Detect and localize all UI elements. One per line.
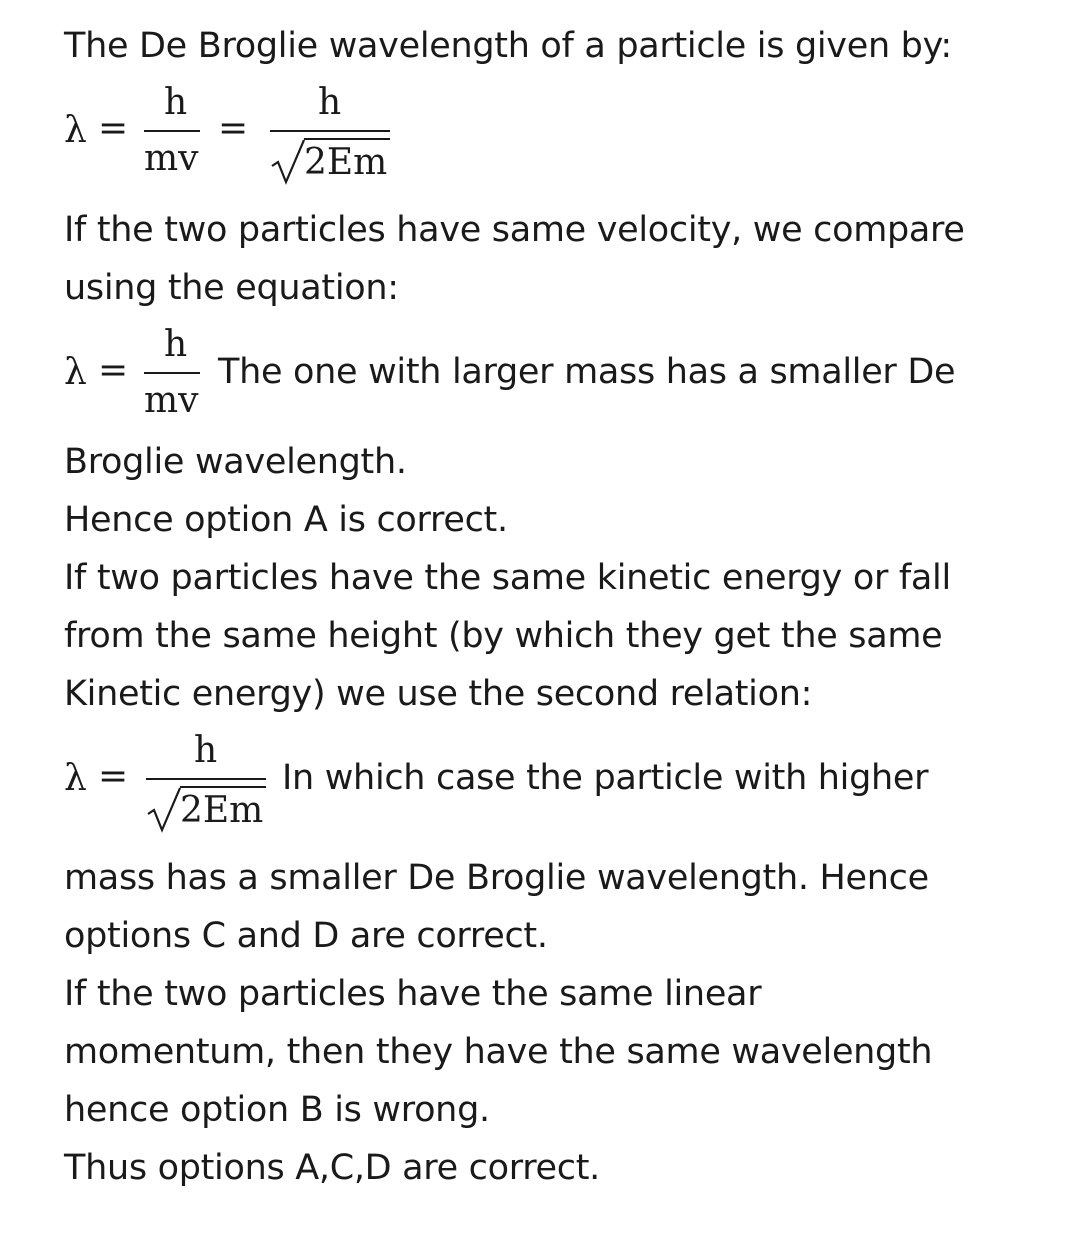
- text-line: If the two particles have the same linear: [64, 974, 762, 1014]
- equals-sign: =: [218, 108, 249, 149]
- text-line: If the two particles have same velocity, we compare: [64, 210, 965, 250]
- text-line-intro: The De Broglie wavelength of a particle is given by:: [64, 26, 952, 66]
- equals-sign: =: [98, 108, 129, 149]
- sqrt-icon: [146, 784, 182, 834]
- fraction-bar: [144, 130, 200, 132]
- text-line: momentum, then they have the same wavelength: [64, 1032, 933, 1072]
- text-line-conclusion: Thus options A,C,D are correct.: [64, 1148, 600, 1188]
- text-line: options C and D are correct.: [64, 916, 548, 956]
- lambda-symbol: λ: [64, 352, 87, 393]
- equals-sign: =: [98, 350, 129, 391]
- sqrt-overline: [180, 786, 266, 788]
- fraction-bar: [146, 778, 266, 780]
- text-line: from the same height (by which they get the same: [64, 616, 943, 656]
- equation-de-broglie: [64, 80, 424, 190]
- text-line: In which case the particle with higher: [282, 758, 929, 798]
- text-line: If two particles have the same kinetic energy or fall: [64, 558, 951, 598]
- numerator-h: h: [318, 82, 342, 123]
- radicand-2em: 2Em: [180, 790, 264, 831]
- text-line: Broglie wavelength.: [64, 442, 407, 482]
- text-line: mass has a smaller De Broglie wavelength. Hence: [64, 858, 929, 898]
- numerator-h: h: [164, 82, 188, 123]
- lambda-symbol: λ: [64, 758, 87, 799]
- text-line: using the equation:: [64, 268, 399, 308]
- text-line: The one with larger mass has a smaller De: [218, 352, 956, 392]
- denominator-mv: mv: [144, 138, 199, 179]
- sqrt-overline: [304, 138, 390, 140]
- equation-velocity: [64, 322, 214, 422]
- denominator-mv: mv: [144, 380, 199, 421]
- text-line: Hence option A is correct.: [64, 500, 508, 540]
- sqrt-icon: [270, 136, 306, 186]
- equation-kinetic-energy: [64, 728, 284, 838]
- text-line: hence option B is wrong.: [64, 1090, 490, 1130]
- radicand-2em: 2Em: [304, 142, 388, 183]
- fraction-bar: [270, 130, 390, 132]
- numerator-h: h: [194, 730, 218, 771]
- numerator-h: h: [164, 324, 188, 365]
- equals-sign: =: [98, 756, 129, 797]
- fraction-bar: [144, 372, 200, 374]
- text-line: Kinetic energy) we use the second relation:: [64, 674, 813, 714]
- lambda-symbol: λ: [64, 110, 87, 151]
